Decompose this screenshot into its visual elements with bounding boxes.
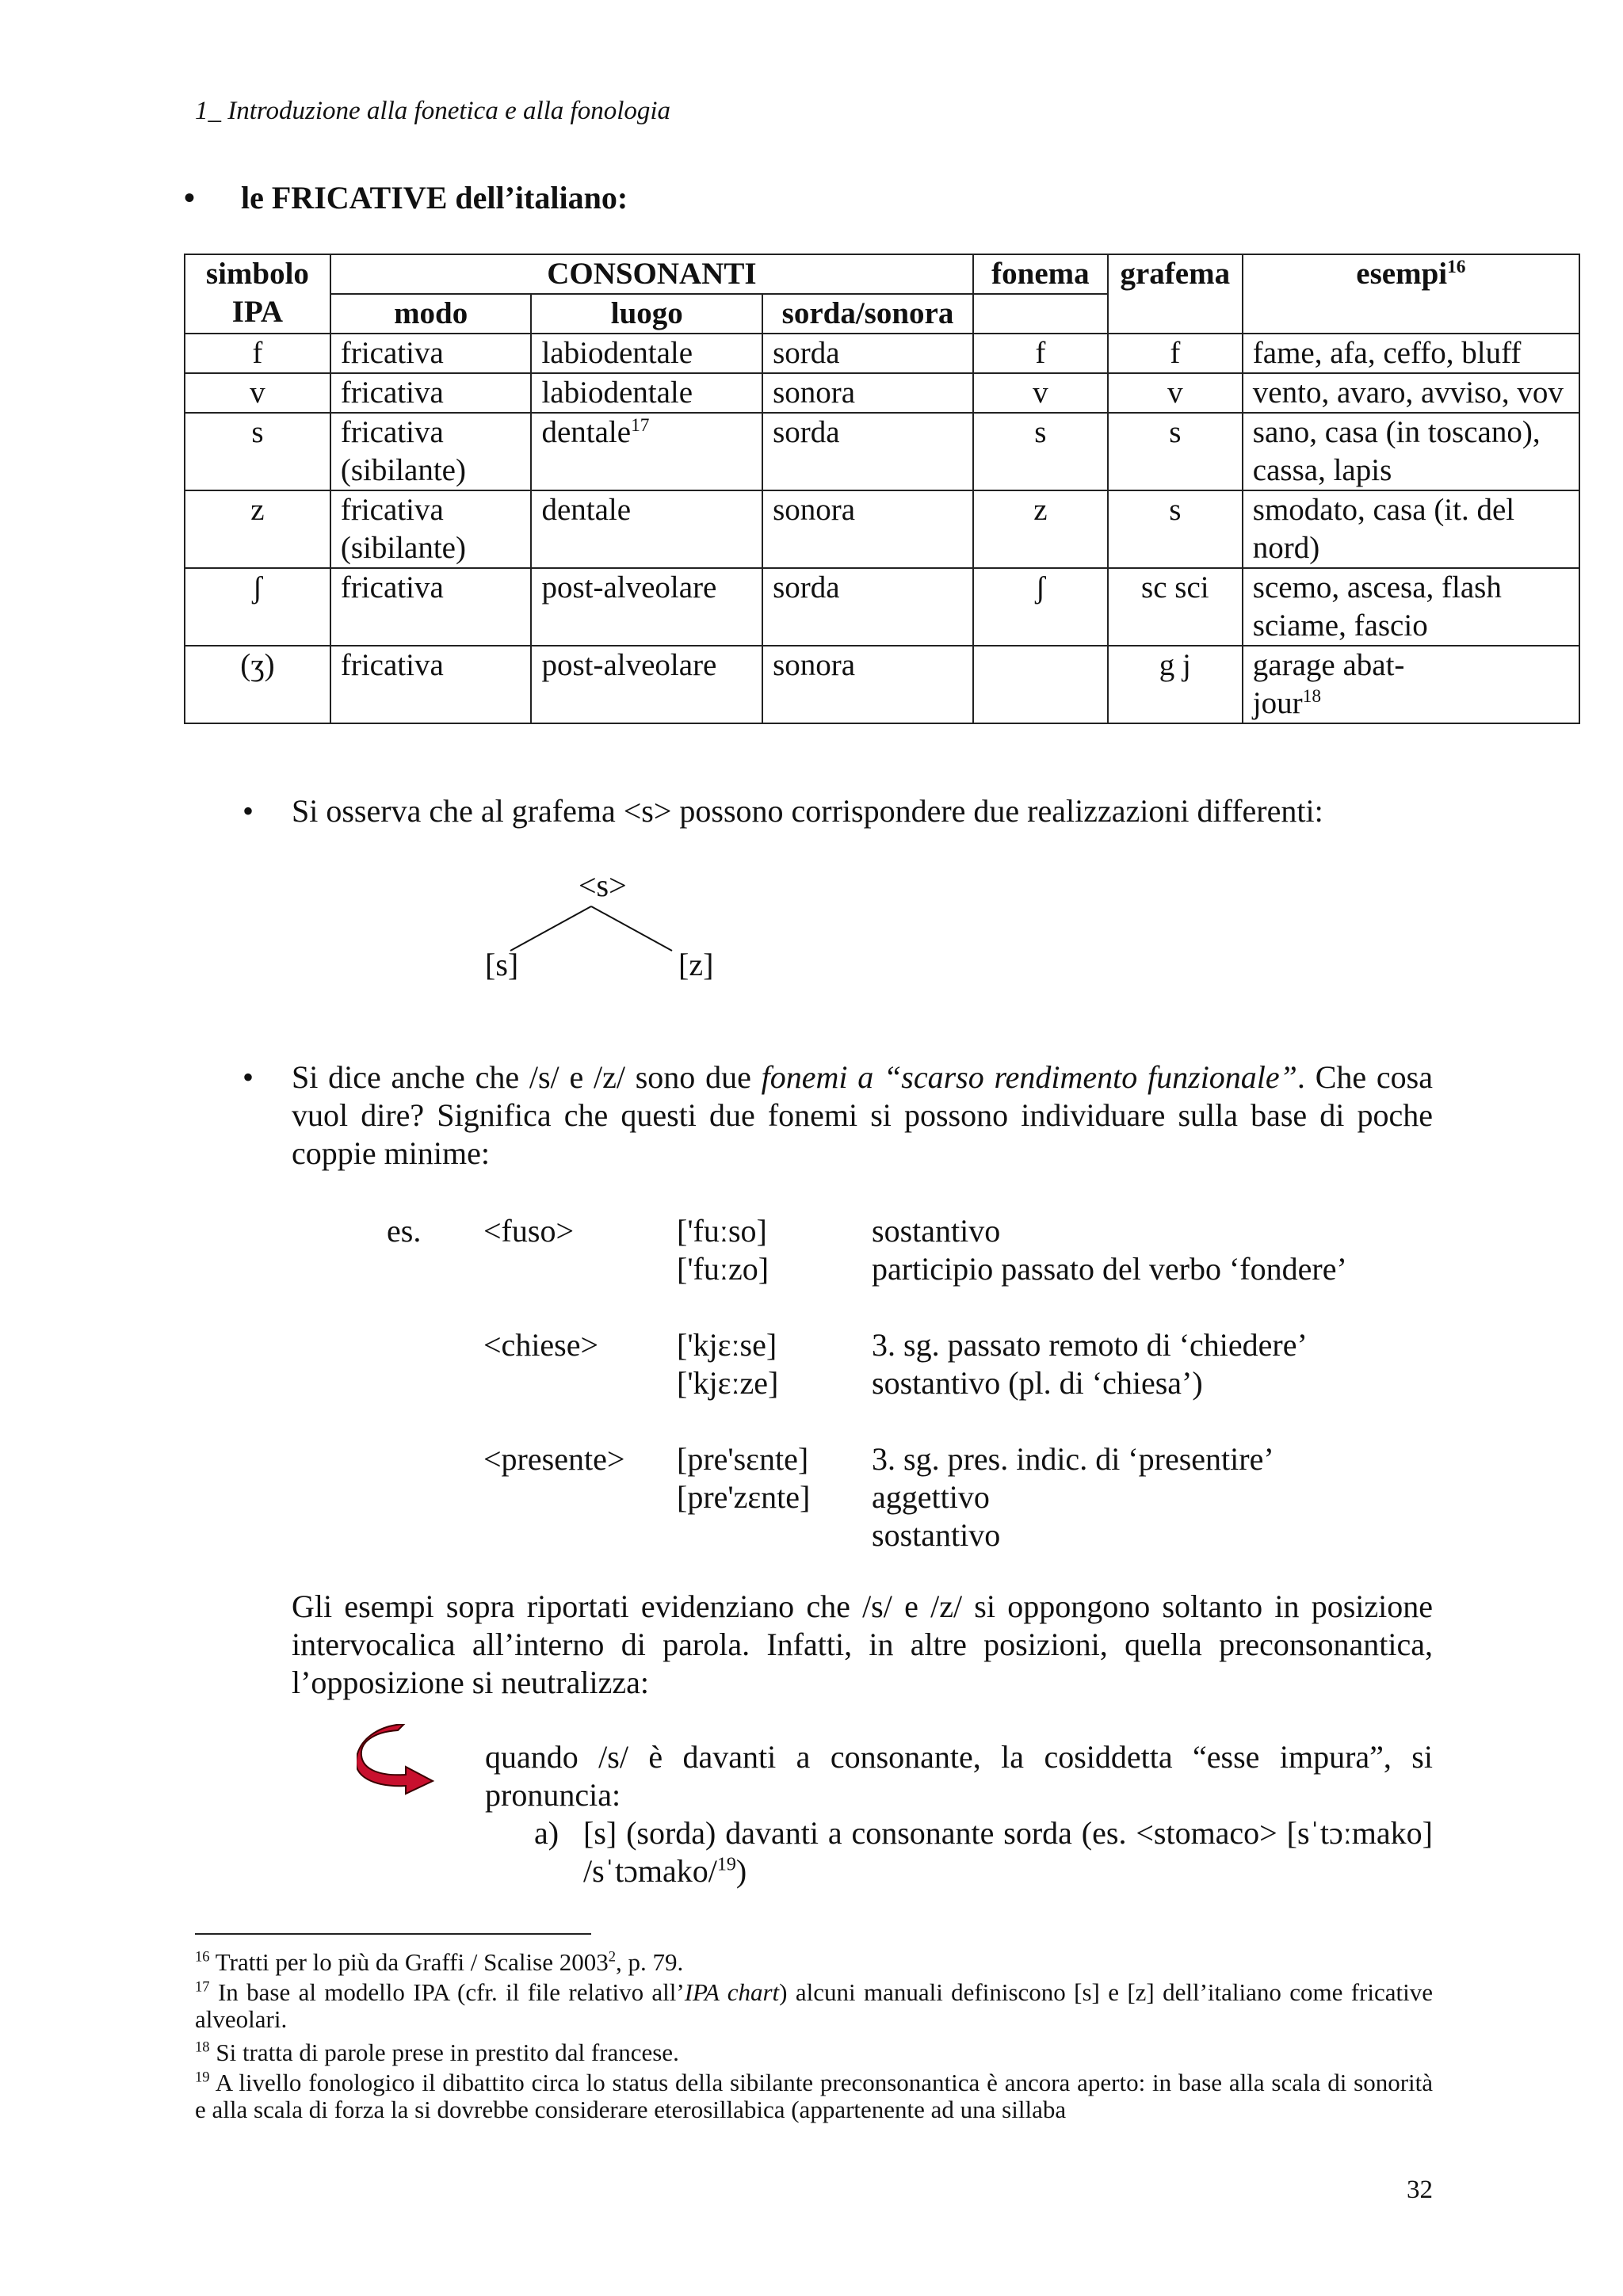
cell-esempi: sano, casa (in toscano), cassa, lapis [1243,413,1579,490]
obs-bullet: • [242,793,254,829]
example-ipa: ['kjɛːse] [677,1327,777,1363]
para2-italic: fonemi a “scarso rendimento funzionale” [761,1059,1297,1095]
example-gloss: sostantivo [872,1213,1001,1249]
cell-luogo: labiodentale [531,373,762,413]
header-fonema: fonema [973,254,1108,294]
cell-fonema: v [973,373,1108,413]
table-header-row [185,254,1579,294]
curved-arrow-icon [357,1724,444,1795]
para2-bullet: • [242,1059,254,1095]
cell-esempi: vento, avaro, avviso, vov [1243,373,1579,413]
cell-ipa: s [185,413,330,490]
heading-text: le FRICATIVE dell’italiano: [241,180,628,215]
page-number: 32 [1407,2176,1433,2204]
cell-grafema: g j [1108,646,1243,723]
item-text: [s] (sorda) davanti a consonante sorda (es. <stomaco> [sˈtɔːmako] /sˈtɔmako/$^{19}$) [583,1815,1433,1889]
cell-luogo: labiodentale [531,334,762,373]
cell-grafema: s [1108,490,1243,568]
table-row [185,646,1579,723]
cell-fonema: s [973,413,1108,490]
arrow-note-text: quando /s/ è davanti a consonante, la cosiddetta “esse impura”, si pronuncia: [485,1739,1433,1813]
cell-voice: sorda [762,413,973,490]
cell-grafema: sc sci [1108,568,1243,646]
heading-bullet: • [184,180,196,215]
cell-grafema: f [1108,334,1243,373]
example-ipa: ['fuːzo] [677,1251,769,1287]
example-gloss: 3. sg. pres. indic. di ‘presentire’ [872,1441,1274,1477]
header-modo: modo [330,294,532,334]
cell-modo: fricativa [330,334,532,373]
footnote-ref-16: 16 [1447,257,1466,277]
tree-root: <s> [579,868,627,903]
para2-text: Si dice anche che /s/ e /z/ sono due fonemi a “scarso rendimento funzionale”. Che cosa vuol dire? Significa che questi due fonemi si possono individuare sulla base di poche coppie minime: [292,1059,1433,1171]
cell-modo: fricativa (sibilante) [330,413,532,490]
cell-grafema: s [1108,413,1243,490]
para3-text: Gli esempi sopra riportati evidenziano che /s/ e /z/ si oppongono soltanto in posizione intervocalica all’interno di parola. Infatti, in altre posizioni, quella preconsonantica, l’opposizione si neutralizza: [292,1589,1433,1700]
cell-voice: sorda [762,334,973,373]
tree-branches [504,903,678,954]
footnote-16: $^{16}$ Tratti per lo più da Graffi / Scalise 2003$^2$, p. 79. [195,1948,684,1976]
section-heading [184,179,628,216]
table-row [185,413,1579,490]
cell-esempi: garage abat-jour$^{18}$ [1243,646,1579,723]
cell-ipa: (ʒ) [185,646,330,723]
cell-fonema: f [973,334,1108,373]
cell-ipa: v [185,373,330,413]
footnote-ref-19: 19 [716,1854,736,1875]
header-fonema-empty [973,294,1108,334]
footnote-18: $^{18}$ Si tratta di parole prese in prestito dal francese. [195,2039,679,2066]
fricatives-table [184,254,1580,724]
cell-esempi: scemo, ascesa, flash sciame, fascio [1243,568,1579,646]
es-label: es. [387,1213,422,1249]
cell-grafema: v [1108,373,1243,413]
cell-ipa: z [185,490,330,568]
example-ipa: ['fuːso] [677,1213,767,1249]
example-gloss: participio passato del verbo ‘fondere’ [872,1251,1347,1287]
table-row [185,490,1579,568]
example-gloss: aggettivo [872,1479,990,1515]
header-esempi: esempi$^{16}$ [1243,254,1579,334]
cell-modo: fricativa [330,373,532,413]
cell-fonema: ʃ [973,568,1108,646]
header-consonanti: CONSONANTI [330,254,973,294]
table-row [185,334,1579,373]
cell-ipa: ʃ [185,568,330,646]
example-word: <fuso> [483,1213,575,1249]
header-luogo: luogo [531,294,762,334]
example-gloss: sostantivo [872,1517,1001,1553]
example-gloss: 3. sg. passato remoto di ‘chiedere’ [872,1327,1308,1363]
cell-luogo: dentale [531,490,762,568]
cell-luogo: post-alveolare [531,646,762,723]
header-simbolo-ipa: simbolo IPA [185,254,330,334]
cell-modo: fricativa [330,646,532,723]
cell-esempi: smodato, casa (it. del nord) [1243,490,1579,568]
cell-fonema [973,646,1108,723]
cell-modo: fricativa (sibilante) [330,490,532,568]
example-ipa: [pre'sɛnte] [677,1441,809,1477]
header-sorda-sonora: sorda/sonora [762,294,973,334]
cell-esempi: fame, afa, ceffo, bluff [1243,334,1579,373]
example-word: <presente> [483,1441,625,1477]
header-grafema: grafema [1108,254,1243,334]
cell-voice: sonora [762,490,973,568]
cell-voice: sorda [762,568,973,646]
cell-luogo: dentale$^{17}$ [531,413,762,490]
running-head: 1_ Introduzione alla fonetica e alla fonologia [195,97,671,125]
tree-left-leaf: [s] [485,947,519,982]
cell-modo: fricativa [330,568,532,646]
footnote-ref-18: 18 [1302,686,1322,707]
example-ipa: [pre'zɛnte] [677,1479,811,1515]
tree-right-leaf: [z] [678,947,714,982]
cell-ipa: f [185,334,330,373]
footnote-separator [195,1933,591,1935]
cell-luogo: post-alveolare [531,568,762,646]
table-row [185,568,1579,646]
footnote-ref-17: 17 [631,415,650,436]
footnote-19: $^{19}$ A livello fonologico il dibattito circa lo status della sibilante preconsonantica è ancora aperto: in base alla scala di sonorità e alla scala di forza la si dovrebbe considerare eterosillabica (appartenente ad una sillaba [195,2069,1433,2123]
table-row [185,373,1579,413]
example-word: <chiese> [483,1327,599,1363]
obs-text: Si osserva che al grafema <s> possono corrispondere due realizzazioni differenti: [292,793,1323,829]
cell-voice: sonora [762,646,973,723]
footnote-17: $^{17}$ In base al modello IPA (cfr. il file relativo all’IPA chart) alcuni manuali definiscono [s] e [z] dell’italiano come fricative alveolari. [195,1978,1433,2033]
cell-fonema: z [973,490,1108,568]
example-gloss: sostantivo (pl. di ‘chiesa’) [872,1365,1203,1401]
cell-voice: sonora [762,373,973,413]
item-label: a) [534,1815,559,1851]
example-ipa: ['kjɛːze] [677,1365,779,1401]
